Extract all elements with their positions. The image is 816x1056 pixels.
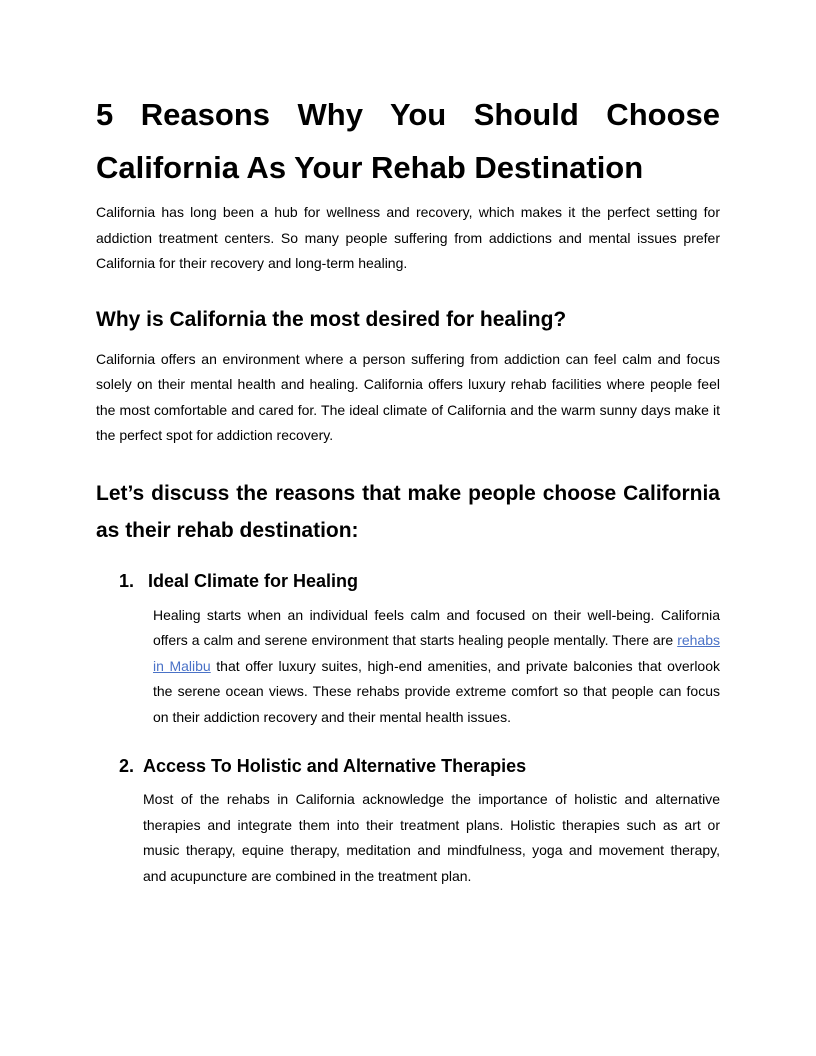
document-page — [96, 88, 720, 889]
list-item-1-title: Ideal Climate for Healing — [148, 570, 359, 591]
page-title: 5 Reasons Why You Should Choose California As Your Rehab Destination — [96, 97, 720, 185]
list-item-1 — [96, 569, 720, 731]
list-item-2 — [96, 754, 720, 889]
rehabs-in-malibu-link[interactable]: rehabs in Malibu — [153, 632, 720, 674]
list-item-1-body — [153, 603, 720, 731]
list-item-2-number: 2. — [119, 756, 135, 776]
section-heading-why: Why is California the most desired for healing? — [96, 307, 567, 331]
list-item-1-body-after-link: that offer luxury suites, high-end amenities, and private balconies that overlook the serene ocean views. These rehabs provide extreme comfort so that people can focus on their addiction recovery and their mental health issues. — [153, 657, 720, 725]
list-item-1-number: 1. — [119, 570, 135, 591]
list-item-1-heading — [96, 569, 720, 593]
intro-paragraph: California has long been a hub for wellness and recovery, which makes it the perfect setting for addiction treatment centers. So many people suffering from addictions and mental issues prefer California for their recovery and long-term healing. — [96, 204, 720, 271]
list-item-2-title: Access To Holistic and Alternative Therapies — [143, 756, 527, 776]
list-item-2-heading — [96, 754, 720, 778]
section-why-paragraph: California offers an environment where a person suffering from addiction can feel calm and focus solely on their mental health and healing. California offers luxury rehab facilities where people feel the most comfortable and cared for. The ideal climate of California and the warm sunny days make it the perfect spot for addiction recovery. — [96, 350, 720, 443]
section-heading-reasons: Let’s discuss the reasons that make people choose California as their rehab destination: — [96, 481, 720, 542]
list-item-2-body: Most of the rehabs in California acknowledge the importance of holistic and alternative therapies and integrate them into their treatment plans. Holistic therapies such as art or music therapy, equine therapy, meditation and mindfulness, yoga and movement therapy, and acupuncture are combined in the treatment plan. — [143, 791, 720, 884]
list-item-1-body-before-link: Healing starts when an individual feels calm and focused on their well-being. California offers a calm and serene environment that starts healing people mentally. There are — [153, 606, 720, 648]
